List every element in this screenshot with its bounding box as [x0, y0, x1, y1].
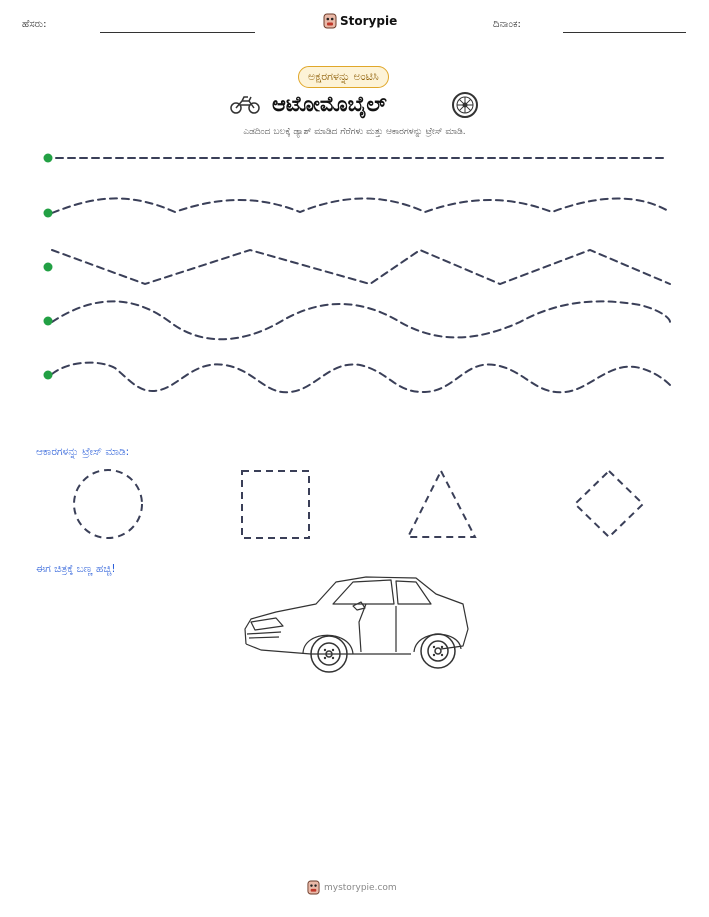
shapes-section-label: ಆಕಾರಗಳನ್ನು ಟ್ರೇಸ್ ಮಾಡಿ: [36, 446, 130, 458]
instruction-text: ಎಡದಿಂದ ಬಲಕ್ಕೆ ಡ್ಯಾಶ್ ಮಾಡಿದ ಗೆರೆಗಳು ಮತ್ತು ಆಕಾರಗಳನ್ನು ಟ್ರೇಸ್ ಮಾಡಿ. [243, 127, 466, 137]
footer-site[interactable]: mystorypie.com [324, 882, 397, 893]
trace-start-dot-2 [44, 209, 53, 218]
footer [307, 880, 397, 895]
trace-line-5 [52, 363, 670, 393]
car-coloring-image[interactable] [241, 574, 471, 674]
brand-logo [323, 13, 397, 29]
trace-shape-diamond [575, 471, 643, 537]
trace-start-dot-1 [44, 154, 53, 163]
trace-start-dot-4 [44, 317, 53, 326]
trace-start-dot-3 [44, 263, 53, 272]
motorcycle-icon [230, 93, 260, 115]
wheel-icon [451, 91, 479, 119]
trace-line-2 [52, 198, 670, 213]
storypie-mascot-icon [323, 13, 337, 29]
trace-start-dot-5 [44, 371, 53, 380]
topic-tag: ಅಕ್ಷರಗಳನ್ನು ಅಂಟಿಸಿ [298, 66, 389, 88]
date-field[interactable] [563, 32, 686, 33]
brand-name: Storypie [340, 14, 398, 28]
trace-shape-circle [74, 470, 142, 538]
trace-line-3 [52, 250, 670, 284]
storypie-mascot-icon [307, 880, 320, 895]
name-field[interactable] [100, 32, 255, 33]
name-label: ಹೆಸರು: [22, 19, 47, 30]
trace-line-4 [52, 301, 670, 339]
coloring-section-label: ಈಗ ಚಿತ್ರಕ್ಕೆ ಬಣ್ಣ ಹಚ್ಚಿ! [36, 563, 116, 575]
date-label: ದಿನಾಂಕ: [493, 19, 521, 30]
page-title: ಆಟೋಮೊಬೈಲ್ [272, 92, 387, 116]
trace-shape-square [242, 471, 309, 538]
trace-shape-triangle [408, 471, 475, 537]
